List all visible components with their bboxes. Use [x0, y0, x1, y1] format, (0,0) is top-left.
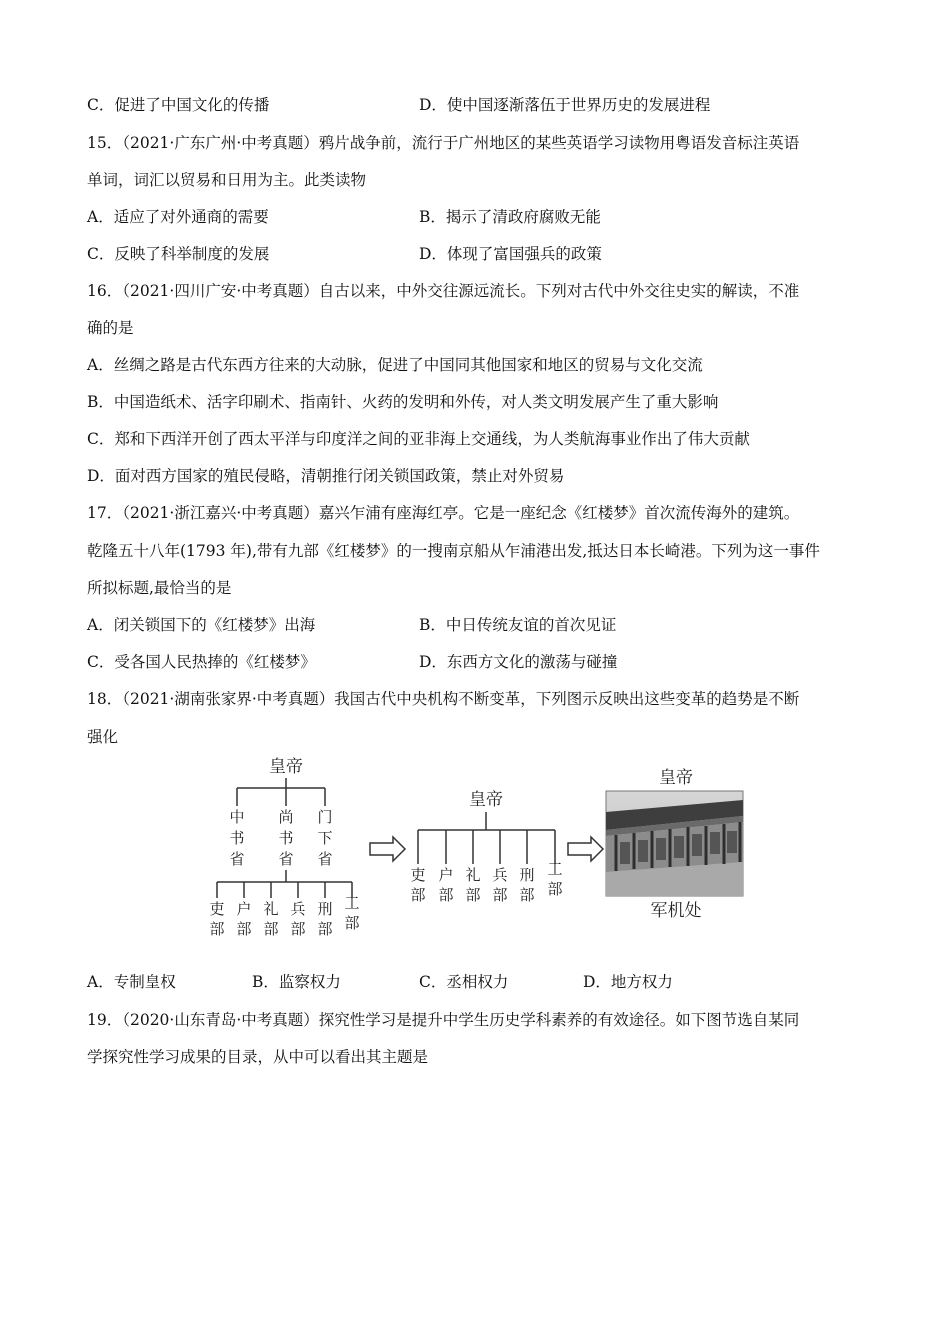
q18-stem-line2: 强化	[87, 728, 119, 746]
ministry-label: 刑部	[519, 866, 535, 904]
q17-stem-line3: 所拟标题,最恰当的是	[87, 579, 232, 597]
ministry-label: 户部	[236, 900, 252, 938]
emperor-label-1: 皇帝	[269, 757, 303, 777]
three-departments-labels	[229, 808, 332, 868]
q14-option-c: C．促进了中国文化的传播	[87, 96, 270, 114]
grand-council-label: 军机处	[650, 901, 702, 921]
q17-option-b: B．中日传统友谊的首次见证	[419, 616, 617, 634]
q15-stem-line2: 单词，词汇以贸易和日用为主。此类读物	[87, 171, 367, 189]
q17-option-d: D．东西方文化的激荡与碰撞	[419, 653, 618, 671]
q14-option-d: D．使中国逐渐落伍于世界历史的发展进程	[419, 96, 711, 114]
grand-council-photo	[606, 791, 743, 896]
emperor-label-3: 皇帝	[659, 768, 693, 788]
q16-option-c: C．郑和下西洋开创了西太平洋与印度洋之间的亚非海上交通线，为人类航海事业作出了伟大贡献	[87, 430, 750, 448]
q17-stem-line2: 乾隆五十八年(1793 年),带有九部《红楼梦》的一搜南京船从乍浦港出发,抵达日本长崎港。下列为这一事件	[87, 542, 820, 560]
ministry-label: 兵部	[492, 866, 508, 904]
q15-stem-line1: 15．（2021·广东广州·中考真题）鸦片战争前，流行于广州地区的某些英语学习读物用粤语发音标注英语	[87, 134, 800, 152]
q16-option-b: B．中国造纸术、活字印刷术、指南针、火药的发明和外传，对人类文明发展产生了重大影响	[87, 393, 719, 411]
ministry-label: 工部	[344, 894, 360, 932]
right-arrow-icon	[370, 837, 405, 861]
ministry-label: 吏部	[410, 866, 426, 904]
q17-option-c: C．受各国人民热捧的《红楼梦》	[87, 653, 316, 671]
right-arrow-icon	[568, 837, 603, 861]
q15-option-b: B．揭示了清政府腐败无能	[419, 208, 601, 226]
q17-option-a: A．闭关锁国下的《红楼梦》出海	[87, 616, 316, 634]
ministry-label: 礼部	[263, 900, 279, 938]
q19-stem-line1: 19．（2020·山东青岛·中考真题）探究性学习是提升中学生历史学科素养的有效途径。如下图节选自某同	[87, 1011, 800, 1029]
q18-stem-line1: 18．（2021·湖南张家界·中考真题）我国古代中央机构不断变革，下列图示反映出这些变革的趋势是不断	[87, 690, 800, 708]
ministry-label: 刑部	[317, 900, 333, 938]
ministry-label: 礼部	[465, 866, 481, 904]
six-ministries-labels-1	[209, 894, 359, 938]
q15-option-c: C．反映了科举制度的发展	[87, 245, 270, 263]
department-of-state-label: 尚书省	[278, 808, 294, 868]
ministry-label: 户部	[438, 866, 454, 904]
q16-stem-line2: 确的是	[87, 319, 134, 337]
ministry-label: 兵部	[290, 900, 306, 938]
q15-option-a: A．适应了对外通商的需要	[87, 208, 269, 226]
ministry-label: 吏部	[209, 900, 225, 938]
q19-stem-line2: 学探究性学习成果的目录，从中可以看出其主题是	[87, 1048, 429, 1066]
six-ministries-labels-2	[410, 860, 562, 904]
q18-option-c: C．丞相权力	[419, 973, 509, 991]
six-ministries-chart	[418, 812, 555, 864]
secretariat-label: 中书省	[229, 808, 245, 868]
q16-option-d: D．面对西方国家的殖民侵略，清朝推行闭关锁国政策，禁止对外贸易	[87, 467, 565, 485]
ministry-label: 工部	[547, 860, 563, 898]
q15-option-d: D．体现了富国强兵的政策	[419, 245, 602, 263]
q18-option-d: D．地方权力	[583, 973, 673, 991]
q17-stem-line1: 17．（2021·浙江嘉兴·中考真题）嘉兴乍浦有座海红亭。它是一座纪念《红楼梦》首次流传海外的建筑。	[87, 504, 800, 522]
q16-option-a: A．丝绸之路是古代东西方往来的大动脉，促进了中国同其他国家和地区的贸易与文化交流	[87, 356, 703, 374]
q18-option-b: B．监察权力	[252, 973, 341, 991]
chancellery-label: 门下省	[317, 808, 333, 868]
emperor-label-2: 皇帝	[469, 790, 503, 810]
q16-stem-line1: 16．（2021·四川广安·中考真题）自古以来，中外交往源远流长。下列对古代中外交往史实的解读，不准	[87, 282, 800, 300]
q18-option-a: A．专制皇权	[87, 973, 176, 991]
